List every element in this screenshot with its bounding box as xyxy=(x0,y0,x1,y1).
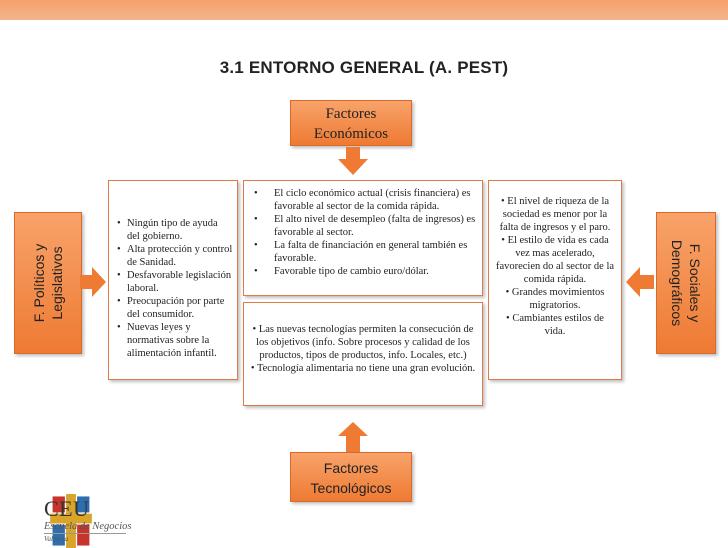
political-factors-box xyxy=(14,212,82,354)
list-item xyxy=(495,234,615,286)
list-item xyxy=(495,195,615,234)
list-item: • Ningún tipo de ayuda del gobierno. xyxy=(127,217,233,243)
list-item-text: Tecnología alimentaria no tiene una gran evolución. xyxy=(256,363,476,374)
list-item: • Alta protección y control de Sanidad. xyxy=(127,243,233,269)
list-item: • La falta de financiación en general también es favorable. xyxy=(274,239,476,265)
economic-factors-box xyxy=(290,100,412,146)
social-factors-label xyxy=(668,240,704,326)
economic-factors-line2: Económicos xyxy=(313,126,389,142)
list-item: • Nuevas leyes y normativas sobre la alimentación infantil. xyxy=(127,321,233,360)
logo-name: CEU xyxy=(44,496,90,521)
political-factors-line2: Legislativos xyxy=(49,246,65,320)
technological-items-box xyxy=(243,302,483,406)
list-item: • Preocupación por parte del consumidor. xyxy=(127,295,233,321)
list-item: • El ciclo económico actual (crisis financiera) es favorable al sector de la comida rápida. xyxy=(274,187,476,213)
social-factors-box xyxy=(656,212,716,354)
social-factors-line2: Demográficos xyxy=(669,239,685,327)
list-item: • Favorable tipo de cambio euro/dólar. xyxy=(274,265,476,278)
list-item-text: El estilo de vida es cada vez mas acelerado, favorecien do al sector de la comida rápida. xyxy=(495,235,615,285)
logo-city: Valencia xyxy=(44,535,69,543)
list-item-text: El nivel de riqueza de la sociedad es menor por la falta de ingresos y el paro. xyxy=(499,196,611,233)
list-item xyxy=(495,286,615,312)
list-item xyxy=(250,323,476,362)
economic-factors-line1: Factores xyxy=(325,106,377,122)
list-item xyxy=(495,312,615,338)
economic-items-list xyxy=(274,187,476,278)
technological-factors-line2: Tecnológicos xyxy=(310,480,392,496)
top-banner xyxy=(0,0,728,20)
slide-title: 3.1 ENTORNO GENERAL (A. PEST) xyxy=(219,58,509,77)
technological-factors-box xyxy=(290,452,412,502)
logo-divider xyxy=(44,533,126,534)
social-items-box xyxy=(488,180,622,380)
political-factors-label xyxy=(30,244,66,323)
list-item-text: Las nuevas tecnologías permiten la consecución de los objetivos (info. Sobre procesos y calidad de los productos, tipos de productos, info. Locales, etc.) xyxy=(256,324,474,361)
list-item: • El alto nivel de desempleo (falta de ingresos) es favorable al sector. xyxy=(274,213,476,239)
down-arrow-icon xyxy=(338,147,368,175)
political-items-box xyxy=(108,180,238,380)
social-factors-line1: F. Sociales y xyxy=(687,243,703,323)
economic-items-box xyxy=(243,180,483,296)
political-items-list xyxy=(127,217,233,360)
up-arrow-icon xyxy=(338,422,368,452)
technological-factors-line1: Factores xyxy=(323,460,379,476)
list-item: • Desfavorable legislación laboral. xyxy=(127,269,233,295)
list-item xyxy=(250,362,476,375)
list-item-text: Cambiantes estilos de vida. xyxy=(512,313,604,337)
political-factors-line1: F. Políticos y xyxy=(31,243,47,323)
left-arrow-icon xyxy=(626,267,654,297)
right-arrow-icon xyxy=(80,267,106,297)
list-item-text: Grandes movimientos migratorios. xyxy=(511,287,605,311)
logo-subtitle: Escuela de Negocios xyxy=(44,521,132,532)
